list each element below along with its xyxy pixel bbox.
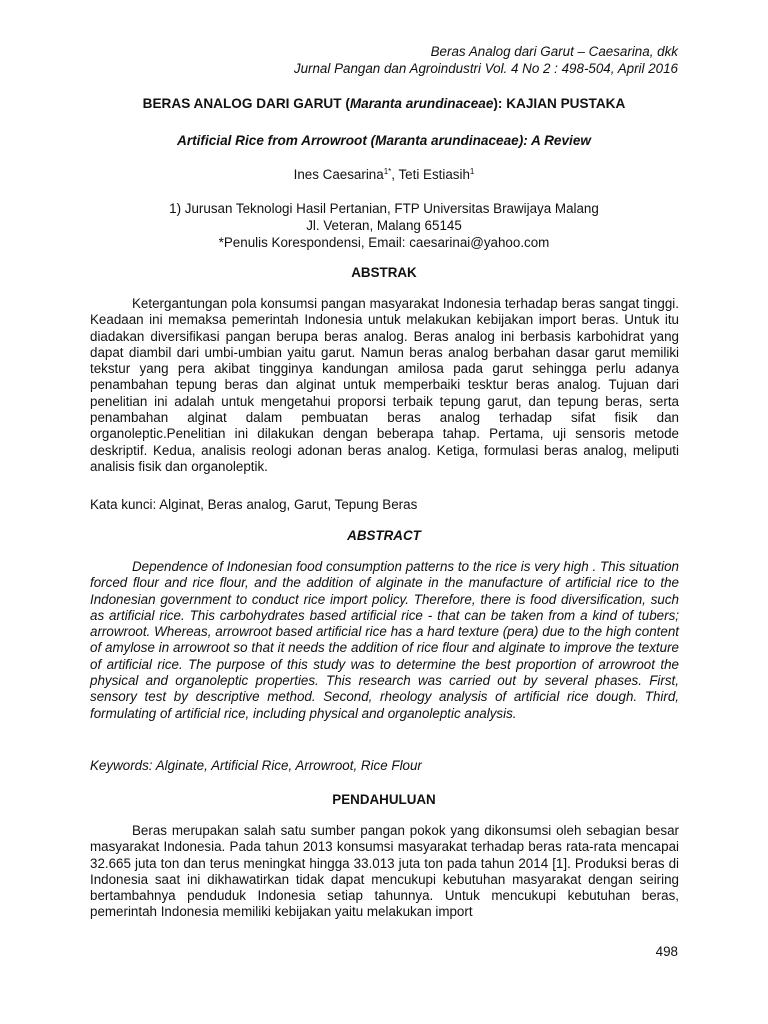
author-separator: , (391, 167, 399, 182)
author-list (0, 167, 768, 183)
page-number: 498 (655, 944, 678, 959)
paper-title (0, 96, 768, 112)
paper-title-species: Maranta arundinaceae (349, 96, 494, 111)
author-name: Ines Caesarina (293, 167, 384, 182)
paper-subtitle: Artificial Rice from Arrowroot (Maranta arundinaceae): A Review (177, 133, 591, 148)
affiliation-address: Jl. Veteran, Malang 65145 (306, 218, 462, 233)
abstract-heading: ABSTRACT (347, 528, 421, 543)
abstract-body: Dependence of Indonesian food consumption patterns to the rice is very high . This situation forced flour and rice flour, and the addition of alginate in the manufacture of artificial rice to the Indonesian government to conduct rice import policy. Therefore, there is food diversification, such as artificial rice. This carbohydrates based artificial rice - that can be taken from a kind of tubers; arrowroot. Whereas, arrowroot based artificial rice has a hard texture (pera) due to the high content of amylose in arrowroot so that it needs the addition of rice flour and alginate to improve the texture of artificial rice. The purpose of this study was to determine the best proportion of arrowroot the physical and organoleptic properties. This research was carried out by several phases. First, sensory test by descriptive method. Second, rheology analysis of artificial rice dough. Third, formulating of artificial rice, including physical and organoleptic analysis. (90, 559, 679, 721)
affiliation-block (0, 200, 768, 251)
paper-title-suffix: ): KAJIAN PUSTAKA (493, 96, 626, 111)
running-head-authors: Beras Analog dari Garut – Caesarina, dkk (430, 44, 678, 59)
pendahuluan-body: Beras merupakan salah satu sumber pangan pokok yang dikonsumsi oleh sebagian besar masyarakat Indonesia. Pada tahun 2013 konsumsi masyarakat terhadap beras rata-rata mencapai 32.665 juta ton dan terus meningkat hingga 33.013 juta ton pada tahun 2014 [1]. Produksi beras di Indonesia saat ini dikhawatirkan tidak dapat mencukupi kebutuhan masyarakat dengan seiring bertambahnya penduduk Indonesia setiap tahunnya. Untuk mencukupi kebutuhan beras, pemerintah Indonesia memiliki kebijakan yaitu melakukan import (90, 823, 679, 920)
author-affiliation-mark: 1* (383, 167, 392, 176)
running-head (294, 44, 678, 77)
corresponding-email: *Penulis Korespondensi, Email: caesarinai@yahoo.com (218, 235, 550, 250)
keywords: Keywords: Alginate, Artificial Rice, Arrowroot, Rice Flour (90, 758, 422, 773)
kata-kunci: Kata kunci: Alginat, Beras analog, Garut, Tepung Beras (90, 497, 418, 512)
paper-title-prefix: BERAS ANALOG DARI GARUT ( (142, 96, 350, 111)
pendahuluan-heading: PENDAHULUAN (332, 792, 436, 807)
author-affiliation-mark: 1 (469, 167, 475, 176)
author-name: Teti Estiasih (398, 167, 470, 182)
running-head-journal: Jurnal Pangan dan Agroindustri Vol. 4 No 2 : 498-504, April 2016 (293, 60, 678, 76)
abstrak-heading: ABSTRAK (351, 265, 417, 280)
abstrak-body: Ketergantungan pola konsumsi pangan masyarakat Indonesia terhadap beras sangat tinggi. Keadaan ini memaksa pemerintah Indonesia untuk melakukan kebijakan import beras. Untuk itu diadakan diversifikasi pangan berupa beras analog. Beras analog ini berbasis karbohidrat yang dapat diambil dari umbi-umbian yaitu garut. Namun beras analog berbahan dasar garut memiliki tekstur yang pera akibat tingginya kandungan amilosa pada garut sehingga perlu adanya penambahan tepung beras dan alginat untuk memperbaiki tesktur beras analog. Tujuan dari penelitian ini adalah untuk mengetahui proporsi terbaik tepung garut, dan tepung beras, serta penambahan alginat dalam pembuatan beras analog terhadap sifat fisik dan organoleptic.Penelitian ini dilakukan dengan beberapa tahap. Pertama, uji sensoris metode deskriptif. Kedua, analisis reologi adonan beras analog. Ketiga, formulasi beras analog, meliputi analisis fisik dan organoleptik. (90, 296, 679, 474)
affiliation-department: 1) Jurusan Teknologi Hasil Pertanian, FTP Universitas Brawijaya Malang (169, 201, 599, 216)
